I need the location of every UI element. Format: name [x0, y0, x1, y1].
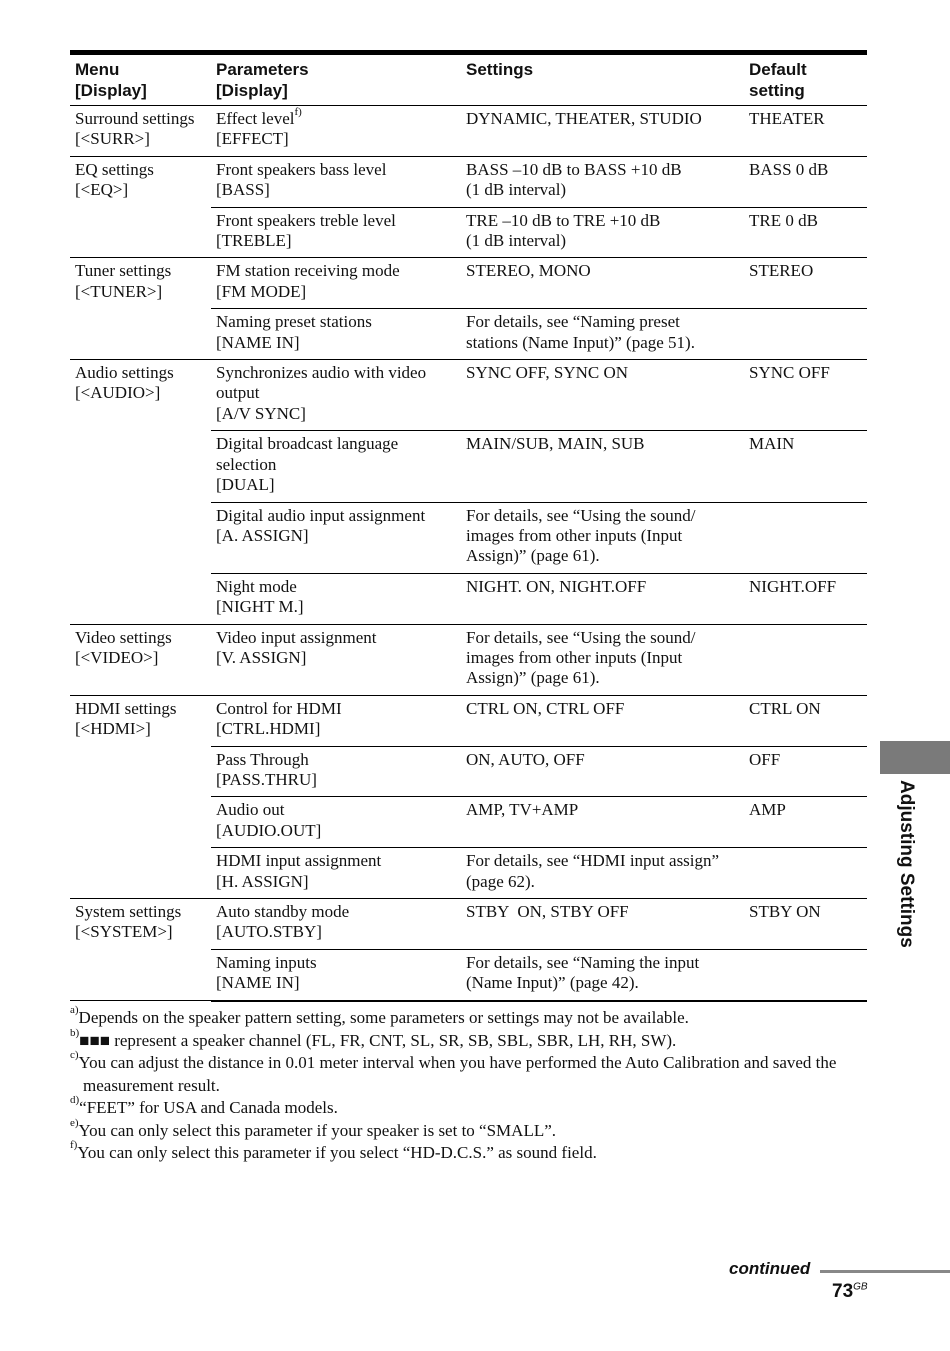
cell-line: Control for HDMI	[216, 698, 342, 718]
parameter-cell	[211, 309, 461, 360]
parameter-cell	[211, 360, 461, 431]
footnote-ref: f)	[294, 106, 302, 119]
cell-line: [A/V SYNC]	[216, 403, 306, 423]
table-row	[70, 258, 867, 309]
cell-line: FM station receiving mode	[216, 261, 400, 281]
settings-cell	[461, 431, 744, 502]
default-cell: STBY ON	[744, 899, 867, 950]
parameter-cell	[211, 258, 461, 309]
cell-line: AMP, TV+AMP	[466, 800, 579, 820]
cell-line: Digital audio input assignment	[216, 505, 426, 525]
footnote-text: You can adjust the distance in 0.01 meter interval when you have performed the Auto Calibration and saved the measurement result.	[78, 1053, 837, 1095]
page-suffix: GB	[853, 1281, 868, 1293]
settings-cell	[461, 309, 744, 360]
cell-line: Naming inputs	[216, 952, 317, 972]
cell-line: images from other inputs (Input	[466, 647, 683, 667]
cell-line: [<SYSTEM>]	[75, 922, 173, 942]
default-cell: AMP	[744, 797, 867, 848]
cell-line: Front speakers treble level	[216, 210, 396, 230]
cell-line: [CTRL.HDMI]	[216, 719, 321, 739]
table-row	[70, 695, 867, 746]
cell-line: STBY ON, STBY OFF	[466, 902, 629, 921]
cell-line: DYNAMIC, THEATER, STUDIO	[466, 109, 702, 128]
cell-line: [AUTO.STBY]	[216, 922, 322, 942]
parameter-cell	[211, 573, 461, 624]
default-cell: CTRL ON	[744, 695, 867, 746]
cell-line: [TREBLE]	[216, 231, 292, 251]
default-cell: MAIN	[744, 431, 867, 502]
cell-line: Night mode	[216, 576, 297, 596]
section-tab-label: Adjusting Settings	[896, 780, 917, 948]
cell-line: output	[216, 383, 260, 403]
default-cell: TRE 0 dB	[744, 207, 867, 258]
menu-cell	[70, 156, 211, 258]
menu-cell	[70, 624, 211, 695]
cell-line: Effect level$^{f)}$	[216, 106, 302, 128]
menu-cell	[70, 360, 211, 624]
settings-cell	[461, 848, 744, 899]
cell-line: (1 dB interval)	[466, 231, 567, 251]
settings-table	[70, 50, 867, 1002]
settings-cell	[461, 899, 744, 950]
menu-cell	[70, 899, 211, 1001]
default-cell: SYNC OFF	[744, 360, 867, 431]
cell-line: [V. ASSIGN]	[216, 647, 307, 667]
footnote-mark: e)	[70, 1116, 79, 1129]
parameter-cell	[211, 431, 461, 502]
cell-line: [<VIDEO>]	[75, 647, 159, 667]
settings-cell	[461, 695, 744, 746]
cell-line: For details, see “Naming preset	[466, 312, 680, 332]
cell-line: TRE –10 dB to TRE +10 dB	[466, 210, 661, 230]
footnote-mark: b)	[70, 1026, 80, 1039]
footnote-text: ■■■ represent a speaker channel (FL, FR, CNT, SL, SR, SB, SBL, SBR, LH, RH, SW).	[79, 1030, 677, 1050]
settings-cell	[461, 797, 744, 848]
cell-line: Naming preset stations	[216, 312, 372, 332]
menu-cell	[70, 695, 211, 898]
settings-cell	[461, 360, 744, 431]
parameter-cell	[211, 624, 461, 695]
table-row	[70, 360, 867, 431]
table-row	[70, 624, 867, 695]
cell-line: EQ settings	[75, 159, 154, 179]
parameter-cell	[211, 106, 461, 157]
cell-line: selection	[216, 454, 277, 474]
parameter-cell	[211, 797, 461, 848]
cell-line: [FM MODE]	[216, 281, 307, 301]
footnote-text: “FEET” for USA and Canada models.	[79, 1098, 338, 1117]
page-number: $73^{GB}$	[832, 1281, 868, 1302]
header-row	[70, 53, 867, 106]
cell-line: [BASS]	[216, 180, 270, 200]
header-menu: Menu [Display]	[70, 53, 211, 106]
cell-line: CTRL ON, CTRL OFF	[466, 698, 625, 718]
cell-line: stations (Name Input)” (page 51).	[466, 332, 695, 352]
cell-line: [AUDIO.OUT]	[216, 820, 322, 840]
cell-line: [NAME IN]	[216, 973, 300, 993]
settings-cell	[461, 573, 744, 624]
default-cell: STEREO	[744, 258, 867, 309]
menu-cell	[70, 258, 211, 360]
footnotes	[70, 1004, 870, 1165]
settings-cell	[461, 624, 744, 695]
cell-line: Video input assignment	[216, 627, 377, 647]
cell-line: For details, see “HDMI input assign”	[466, 851, 720, 871]
parameter-cell	[211, 848, 461, 899]
cell-line: [<HDMI>]	[75, 719, 151, 739]
cell-line: For details, see “Using the sound/	[466, 627, 696, 647]
cell-line: [H. ASSIGN]	[216, 871, 309, 891]
parameter-cell	[211, 695, 461, 746]
default-cell	[744, 502, 867, 573]
footnote-mark: a)	[70, 1004, 79, 1017]
settings-cell	[461, 746, 744, 797]
continued-label: continued	[729, 1259, 811, 1278]
table-row	[70, 106, 867, 157]
section-tab	[880, 741, 950, 774]
footnote	[70, 1049, 870, 1097]
cell-line: Front speakers bass level	[216, 159, 387, 179]
settings-cell	[461, 156, 744, 207]
settings-cell	[461, 949, 744, 1000]
cell-line: [NAME IN]	[216, 332, 300, 352]
settings-cell	[461, 258, 744, 309]
cell-line: Synchronizes audio with video	[216, 363, 427, 383]
footnote-mark: f)	[70, 1139, 78, 1152]
cell-line: [<EQ>]	[75, 180, 129, 200]
parameter-cell	[211, 502, 461, 573]
cell-line: Digital broadcast language	[216, 434, 399, 454]
cell-line: Auto standby mode	[216, 902, 350, 921]
cell-line: Video settings	[75, 627, 172, 647]
menu-cell	[70, 106, 211, 157]
cell-line: NIGHT. ON, NIGHT.OFF	[466, 576, 647, 596]
parameter-cell	[211, 949, 461, 1000]
footnote	[70, 1116, 870, 1143]
default-cell	[744, 848, 867, 899]
cell-line: [<TUNER>]	[75, 281, 163, 301]
cell-line: [DUAL]	[216, 475, 275, 495]
cell-line: MAIN/SUB, MAIN, SUB	[466, 434, 645, 454]
continued-rule	[820, 1270, 950, 1273]
cell-line: System settings	[75, 902, 182, 921]
table-row	[70, 899, 867, 950]
cell-line: (1 dB interval)	[466, 180, 567, 200]
default-cell: BASS 0 dB	[744, 156, 867, 207]
default-cell: NIGHT.OFF	[744, 573, 867, 624]
cell-line: Audio settings	[75, 363, 174, 383]
cell-line: Assign)” (page 61).	[466, 546, 600, 566]
cell-line: [<SURR>]	[75, 129, 150, 149]
footnote-text: You can only select this parameter if you select “HD-D.C.S.” as sound field.	[77, 1143, 597, 1162]
cell-line: Tuner settings	[75, 261, 172, 281]
table-row	[70, 156, 867, 207]
parameter-cell	[211, 156, 461, 207]
footnote-mark: c)	[70, 1049, 79, 1062]
cell-line: For details, see “Naming the input	[466, 952, 700, 972]
cell-line: Assign)” (page 61).	[466, 668, 600, 688]
default-cell	[744, 309, 867, 360]
cell-line: [EFFECT]	[216, 129, 289, 149]
footnote	[70, 1139, 870, 1165]
cell-line: [NIGHT M.]	[216, 597, 304, 617]
header-default-setting: Default setting	[744, 53, 867, 106]
cell-line: Audio out	[216, 800, 285, 820]
cell-line: STEREO, MONO	[466, 261, 591, 281]
parameter-cell	[211, 207, 461, 258]
cell-line: BASS –10 dB to BASS +10 dB	[466, 159, 682, 179]
header-settings: Settings	[461, 53, 744, 106]
settings-cell	[461, 207, 744, 258]
cell-line: Surround settings	[75, 109, 195, 128]
cell-line: HDMI input assignment	[216, 851, 382, 871]
footnote	[70, 1094, 870, 1120]
parameter-cell	[211, 746, 461, 797]
default-cell	[744, 949, 867, 1000]
header-parameters: Parameters [Display]	[211, 53, 461, 106]
cell-line: HDMI settings	[75, 698, 177, 718]
settings-cell	[461, 106, 744, 157]
footnote	[70, 1026, 870, 1053]
default-cell	[744, 624, 867, 695]
cell-line: [<AUDIO>]	[75, 383, 161, 403]
cell-line: images from other inputs (Input	[466, 525, 683, 545]
footnote-text: Depends on the speaker pattern setting, some parameters or settings may not be available.	[78, 1008, 689, 1027]
cell-line: Pass Through	[216, 749, 309, 769]
default-cell: THEATER	[744, 106, 867, 157]
cell-line: [A. ASSIGN]	[216, 525, 309, 545]
default-cell: OFF	[744, 746, 867, 797]
footnote	[70, 1004, 870, 1030]
cell-line: (Name Input)” (page 42).	[466, 973, 639, 993]
footnote-text: You can only select this parameter if your speaker is set to “SMALL”.	[78, 1120, 557, 1140]
cell-line: For details, see “Using the sound/	[466, 505, 696, 525]
parameter-cell	[211, 899, 461, 950]
cell-line: SYNC OFF, SYNC ON	[466, 363, 629, 383]
cell-line: (page 62).	[466, 871, 535, 891]
cell-line: [PASS.THRU]	[216, 769, 317, 789]
cell-line: ON, AUTO, OFF	[466, 749, 585, 769]
settings-cell	[461, 502, 744, 573]
footnote-mark: d)	[70, 1094, 80, 1107]
